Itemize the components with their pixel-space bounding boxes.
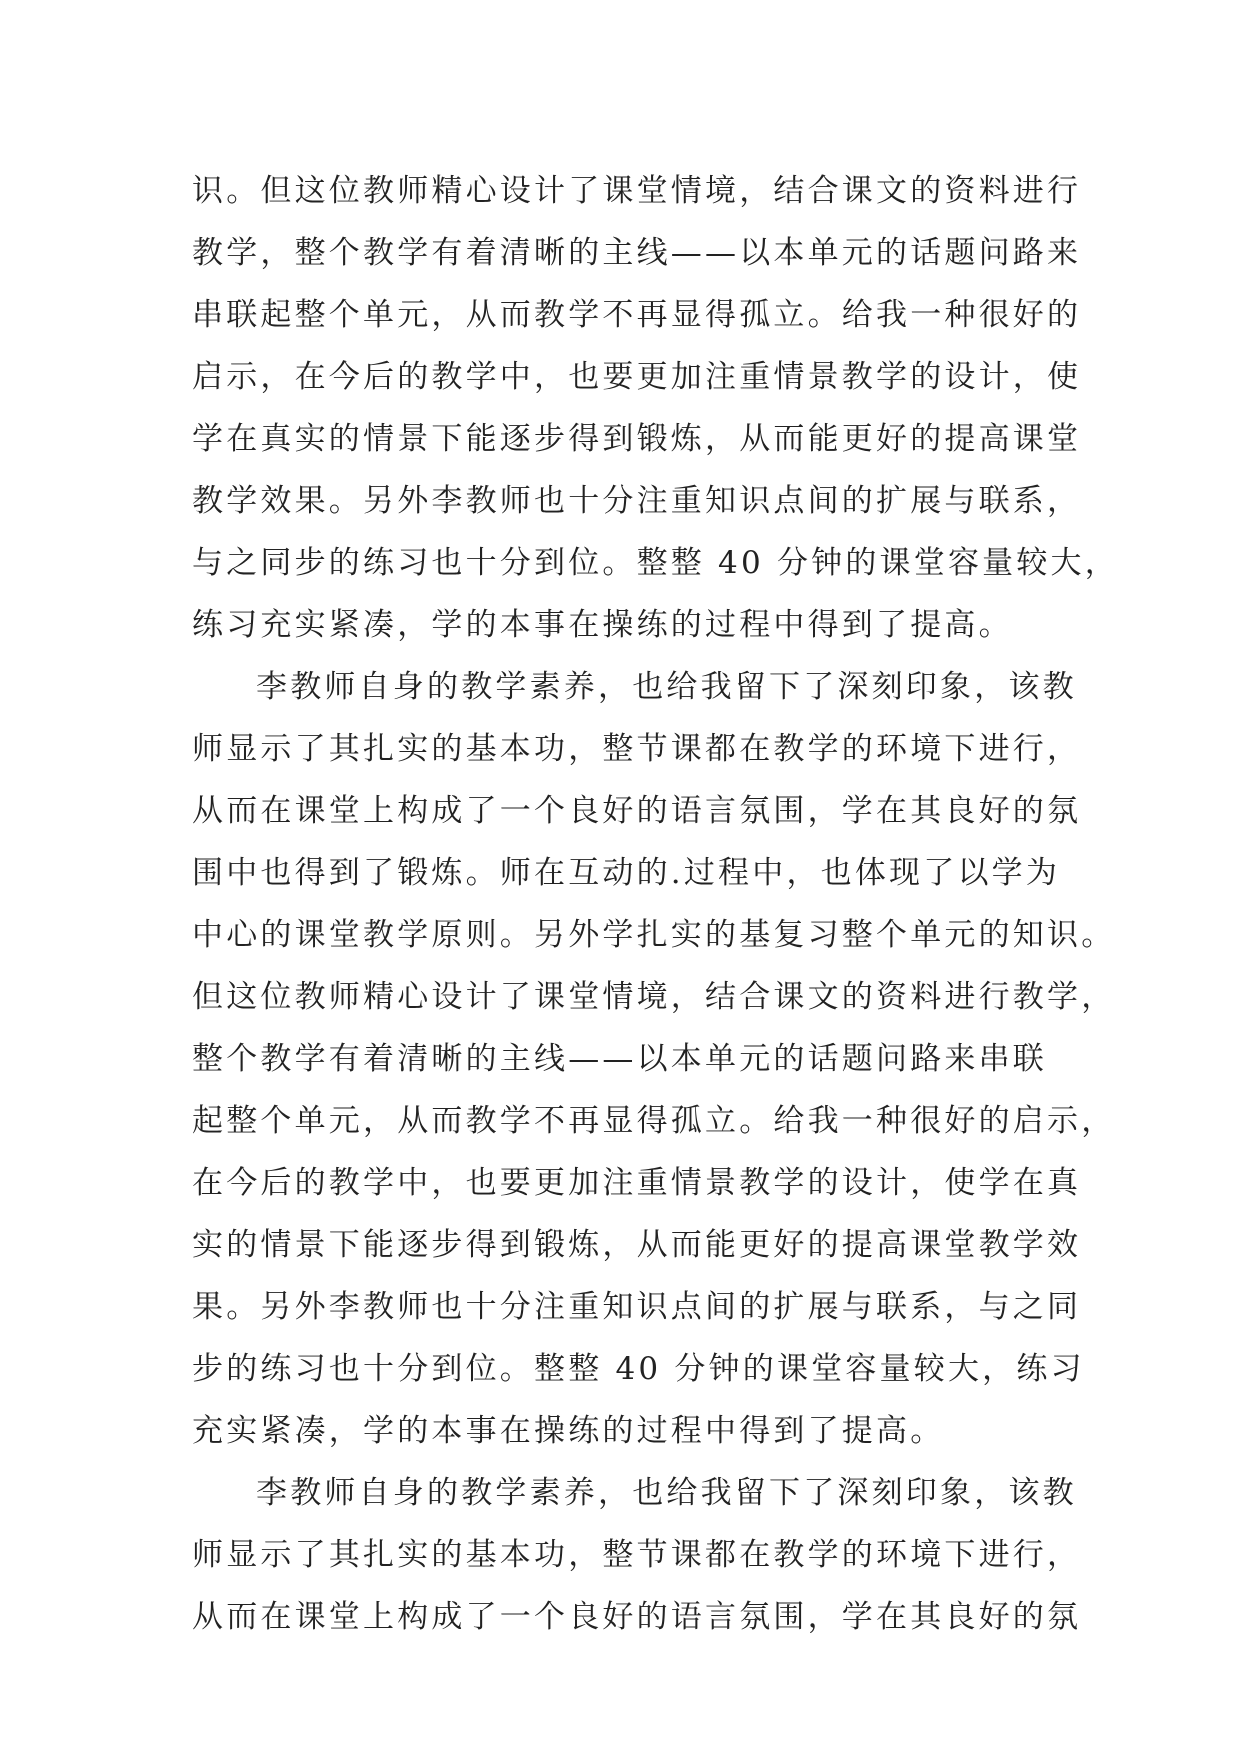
text-line: 教学，整个教学有着清晰的主线——以本单元的话题问路来: [192, 235, 1082, 271]
text-line: 但这位教师精心设计了课堂情境，结合课文的资料进行教学，: [192, 979, 1116, 1015]
text-line: 从而在课堂上构成了一个良好的语言氛围，学在其良好的氛: [192, 793, 1082, 829]
text-line: 启示，在今后的教学中，也要更加注重情景教学的设计，使: [192, 359, 1082, 395]
text-line: 与之同步的练习也十分到位。整整 40 分钟的课堂容量较大，: [192, 545, 1119, 581]
text-line: 师显示了其扎实的基本功，整节课都在教学的环境下进行，: [192, 731, 1082, 767]
text-line: 实的情景下能逐步得到锻炼，从而能更好的提高课堂教学效: [192, 1227, 1082, 1263]
text-line: 从而在课堂上构成了一个良好的语言氛围，学在其良好的氛: [192, 1599, 1082, 1635]
text-line: 识。但这位教师精心设计了课堂情境，结合课文的资料进行: [192, 173, 1082, 209]
text-line: 步的练习也十分到位。整整 40 分钟的课堂容量较大，练习: [192, 1351, 1085, 1387]
text-line: 在今后的教学中，也要更加注重情景教学的设计，使学在真: [192, 1165, 1082, 1201]
text-line: 教学效果。另外李教师也十分注重知识点间的扩展与联系，: [192, 483, 1082, 519]
text-line: 师显示了其扎实的基本功，整节课都在教学的环境下进行，: [192, 1537, 1082, 1573]
text-line: 充实紧凑，学的本事在操练的过程中得到了提高。: [192, 1413, 945, 1449]
paragraph-first-line: 李教师自身的教学素养，也给我留下了深刻印象，该教: [256, 1475, 1077, 1511]
text-line: 中心的课堂教学原则。另外学扎实的基复习整个单元的知识。: [192, 917, 1116, 953]
text-line: 串联起整个单元，从而教学不再显得孤立。给我一种很好的: [192, 297, 1082, 333]
text-line: 起整个单元，从而教学不再显得孤立。给我一种很好的启示，: [192, 1103, 1116, 1139]
paragraph-first-line: 李教师自身的教学素养，也给我留下了深刻印象，该教: [256, 669, 1077, 705]
text-line: 练习充实紧凑，学的本事在操练的过程中得到了提高。: [192, 607, 1013, 643]
body-text: [192, 160, 1119, 1648]
text-line: 果。另外李教师也十分注重知识点间的扩展与联系，与之同: [192, 1289, 1082, 1325]
text-line: 学在真实的情景下能逐步得到锻炼，从而能更好的提高课堂: [192, 421, 1082, 457]
text-line: 整个教学有着清晰的主线——以本单元的话题问路来串联: [192, 1041, 1047, 1077]
text-line: 围中也得到了锻炼。师在互动的.过程中，也体现了以学为: [192, 855, 1061, 891]
